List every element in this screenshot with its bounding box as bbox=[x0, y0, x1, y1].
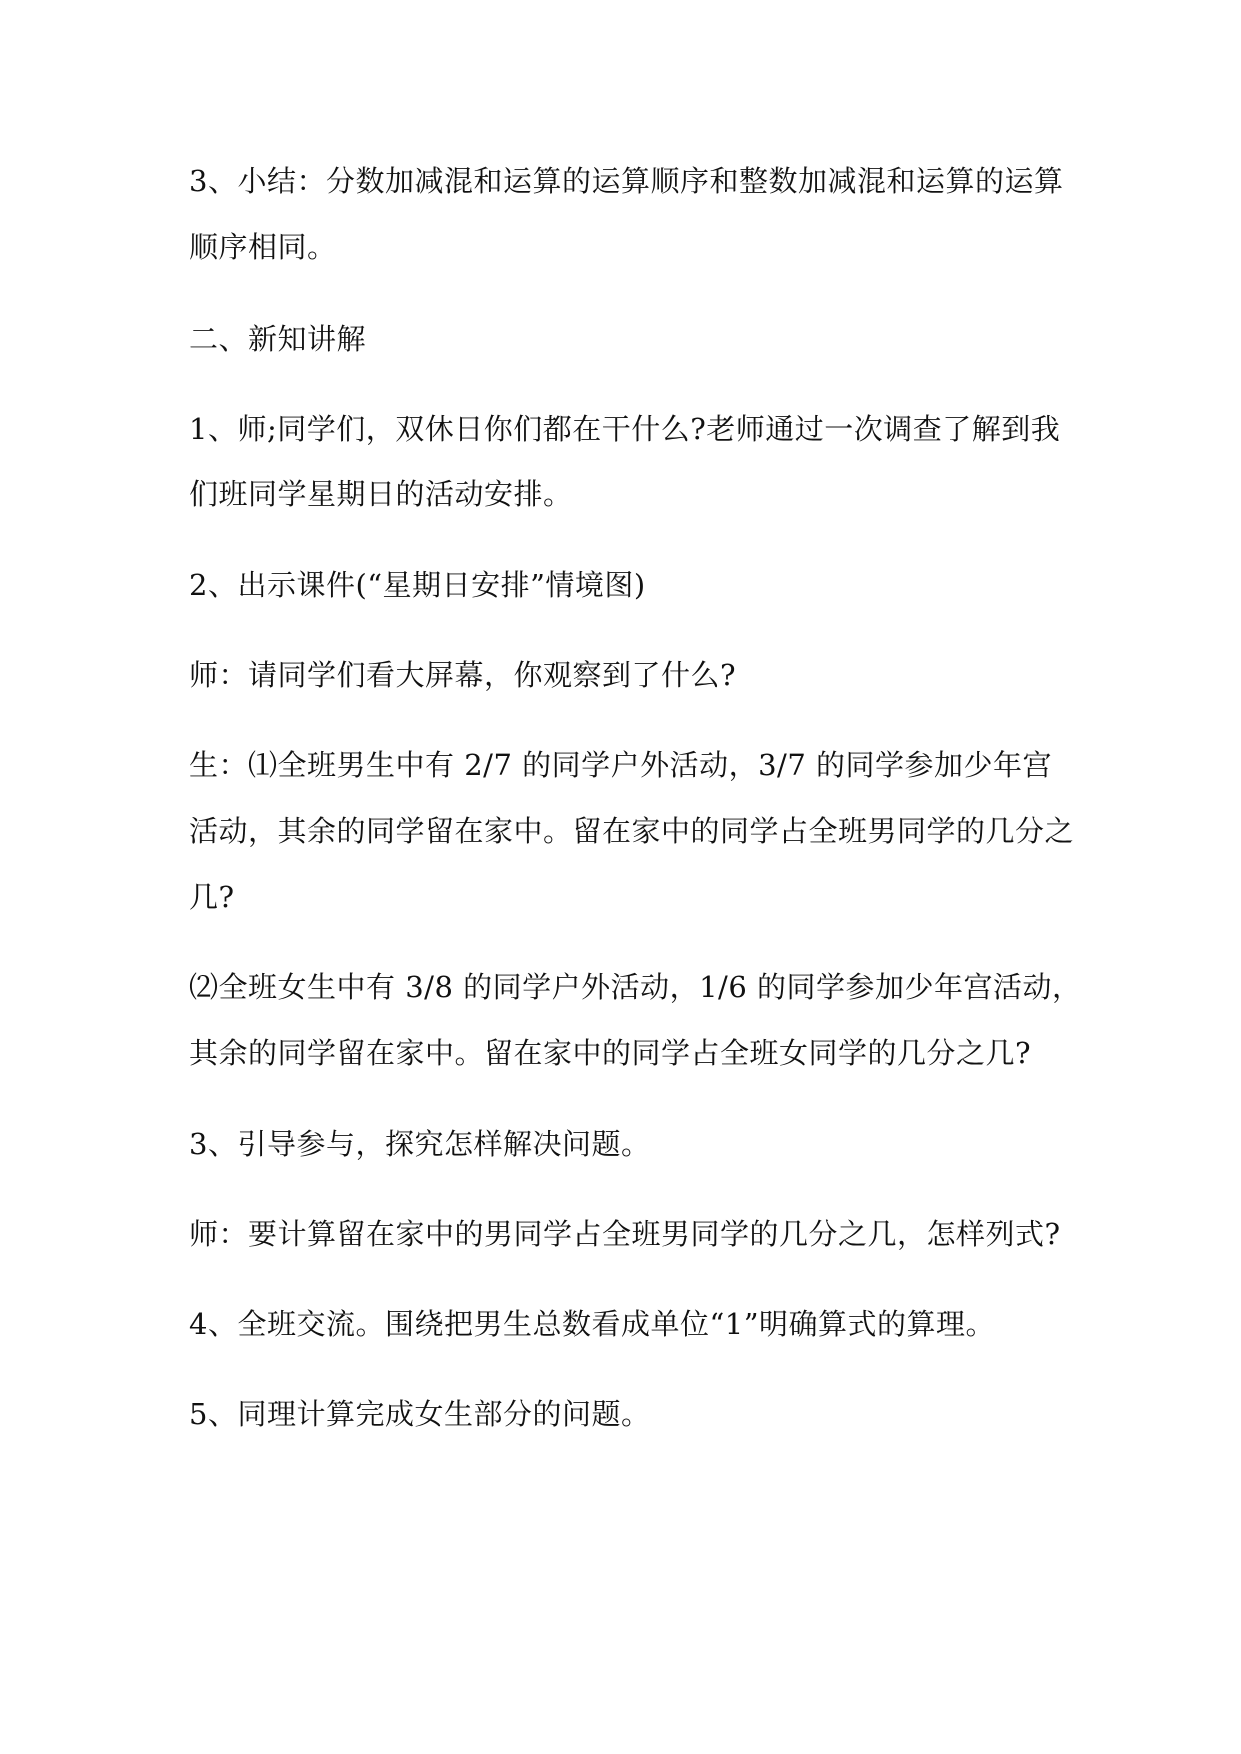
guide-line: 3、引导参与，探究怎样解决问题。 bbox=[189, 1127, 651, 1161]
summary-line-1: 3、小结：分数加减混和运算的运算顺序和整数加减混和运算的运算 bbox=[189, 164, 1064, 198]
class-exchange-line: 4、全班交流。围绕把男生总数看成单位“1”明确算式的算理。 bbox=[189, 1307, 996, 1341]
student-boys-line-3: 几? bbox=[189, 880, 235, 914]
student-boys-line-2: 活动，其余的同学留在家中。留在家中的同学占全班男同学的几分之 bbox=[189, 814, 1075, 848]
girls-part-line: 5、同理计算完成女生部分的问题。 bbox=[189, 1397, 651, 1431]
teacher-intro-line-2: 们班同学星期日的活动安排。 bbox=[189, 477, 573, 511]
teacher-intro-line-1: 1、师;同学们，双休日你们都在干什么?老师通过一次调查了解到我 bbox=[189, 412, 1061, 446]
section-heading: 二、新知讲解 bbox=[189, 322, 367, 356]
summary-line-2: 顺序相同。 bbox=[189, 230, 337, 264]
student-girls-line-1: ⑵全班女生中有 3/8 的同学户外活动，1/6 的同学参加少年宫活动， bbox=[189, 970, 1082, 1004]
student-girls-line-2: 其余的同学留在家中。留在家中的同学占全班女同学的几分之几? bbox=[189, 1036, 1032, 1070]
courseware-line: 2、出示课件(“星期日安排”情境图) bbox=[189, 568, 646, 602]
student-boys-line-1: 生：⑴全班男生中有 2/7 的同学户外活动，3/7 的同学参加少年宫 bbox=[189, 748, 1052, 782]
teacher-formula-line: 师：要计算留在家中的男同学占全班男同学的几分之几，怎样列式? bbox=[189, 1217, 1061, 1251]
teacher-question-line: 师：请同学们看大屏幕，你观察到了什么? bbox=[189, 658, 737, 692]
